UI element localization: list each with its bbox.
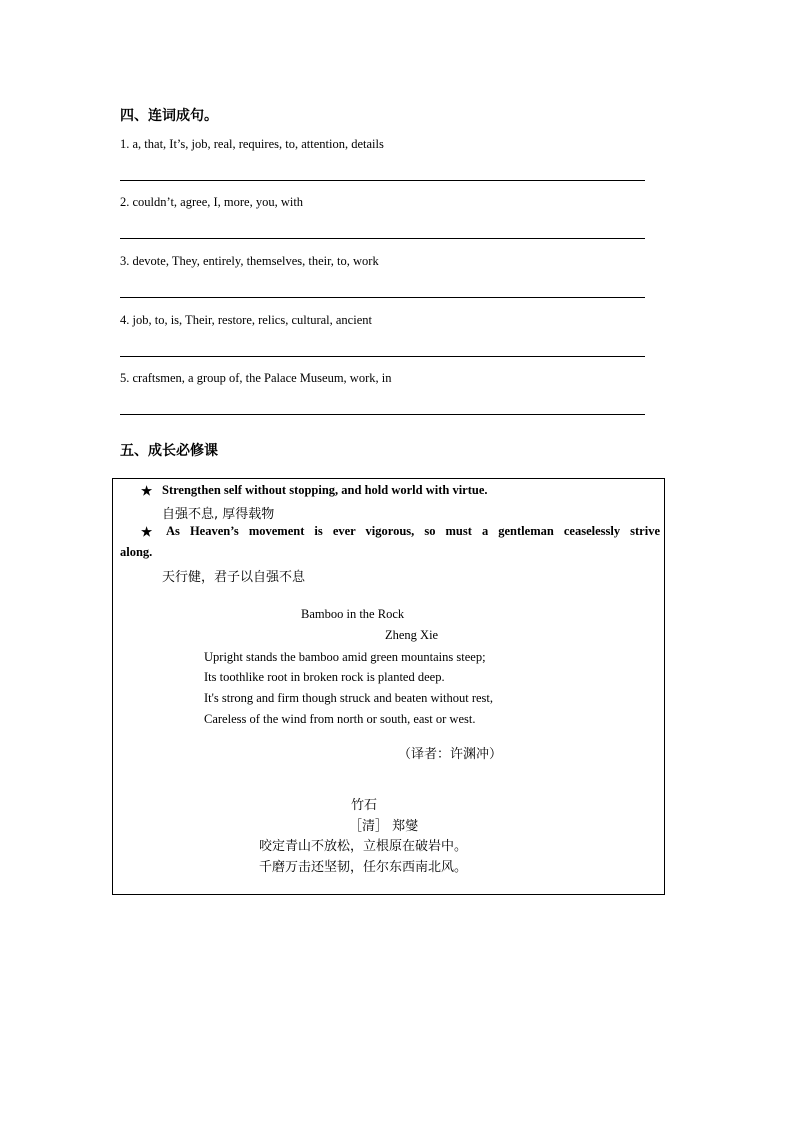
question-2: 2. couldn’t, agree, I, more, you, with	[120, 195, 304, 209]
quote1-chinese: 自强不息, 厚得载物	[162, 507, 275, 522]
answer-line-3	[120, 297, 645, 298]
section5-title: 五、成长必修课	[120, 443, 218, 459]
poem-en-line-3: It's strong and firm though struck and beaten without rest,	[204, 691, 494, 705]
question-5: 5. craftsmen, a group of, the Palace Museum, work, in	[120, 371, 392, 385]
quote2-english-line2: along.	[120, 545, 153, 559]
star-icon: ★	[141, 484, 153, 498]
poem-en-translator: （译者：许渊冲）	[398, 747, 503, 762]
poem-en-title: Bamboo in the Rock	[301, 607, 405, 621]
question-4: 4. job, to, is, Their, restore, relics, cultural, ancient	[120, 313, 372, 327]
poem-en-line-2: Its toothlike root in broken rock is planted deep.	[204, 670, 445, 684]
poem-cn-title: 竹石	[351, 798, 378, 813]
section4-title: 四、连词成句。	[120, 108, 218, 124]
poem-en-line-1: Upright stands the bamboo amid green mountains steep;	[204, 650, 486, 664]
answer-line-5	[120, 414, 645, 415]
quote1-english: Strengthen self without stopping, and hold world with virtue.	[162, 483, 488, 497]
poem-cn-author: ［清］ 郑燮	[349, 819, 419, 834]
question-1: 1. a, that, It’s, job, real, requires, to, attention, details	[120, 137, 384, 151]
answer-line-1	[120, 180, 645, 181]
quote2-english-line1: As Heaven’s movement is ever vigorous, so must a gentleman ceaselessly strive	[166, 524, 660, 538]
question-3: 3. devote, They, entirely, themselves, their, to, work	[120, 254, 379, 268]
answer-line-2	[120, 238, 645, 239]
quote2-chinese: 天行健，君子以自强不息	[162, 570, 306, 585]
poem-cn-line-2: 千磨万击还坚韧，任尔东西南北风。	[259, 860, 468, 875]
answer-line-4	[120, 356, 645, 357]
poem-en-author: Zheng Xie	[385, 628, 439, 642]
star-icon: ★	[141, 525, 153, 539]
poem-cn-line-1: 咬定青山不放松，立根原在破岩中。	[259, 839, 468, 854]
poem-en-line-4: Careless of the wind from north or south, east or west.	[204, 712, 476, 726]
